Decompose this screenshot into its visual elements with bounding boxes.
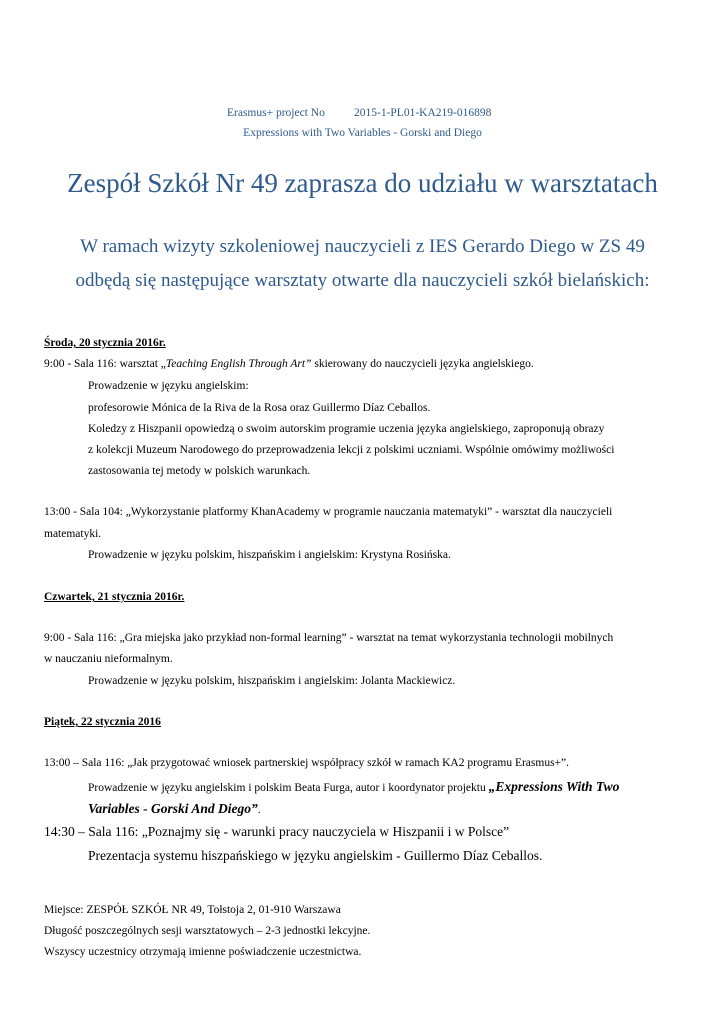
subtitle-line-1: W ramach wizyty szkoleniowej nauczycieli z IES Gerardo Diego w ZS 49 — [80, 236, 645, 257]
session-2-line-1: 13:00 - Sala 104: „Wykorzystanie platformy KhanAcademy w programie nauczania matematyki” - warsztat dla nauczycieli — [44, 506, 613, 518]
session-2-line-2: matematyki. — [44, 528, 102, 540]
session-4-line-1: 13:00 – Sala 116: „Jak przygotować wniosek partnerskiej współpracy szkół w ramach KA2 programu Erasmus+”. — [44, 757, 570, 769]
project-name-part-2: Variables - Gorski And Diego” — [88, 801, 258, 816]
session-3-lead: Prowadzenie w języku polskim, hiszpańskim i angielskim: Jolanta Mackiewicz. — [88, 675, 456, 687]
project-title: Expressions with Two Variables - Gorski and Diego — [243, 127, 482, 139]
session-1-suffix: skierowany do nauczycieli języka angielskiego. — [311, 358, 534, 370]
session-1-desc-1: Koledzy z Hiszpanii opowiedzą o swoim autorskim programie uczenia języka angielskiego, zaproponują obrazy — [88, 423, 605, 435]
session-4-line-3 — [88, 801, 261, 817]
session-1-title: Teaching English Through Art” — [165, 358, 312, 370]
session-4-period: . — [257, 804, 261, 816]
footer-location: Miejsce: ZESPÓŁ SZKÓŁ NR 49, Tołstoja 2, 01-910 Warszawa — [44, 904, 341, 916]
session-1-line — [44, 358, 534, 370]
session-3-line-1: 9:00 - Sala 116: „Gra miejska jako przykład non-formal learning” - warsztat na temat wykorzystania technologii mobilnych — [44, 632, 614, 644]
session-1-desc-3: zastosowania tej metody w polskich warunkach. — [88, 465, 311, 477]
session-1-presenters: profesorowie Mónica de la Riva de la Rosa oraz Guillermo Díaz Ceballos. — [88, 402, 431, 414]
project-label: Erasmus+ project No — [227, 107, 325, 119]
project-name-part-1: „Expressions With Two — [488, 779, 620, 794]
session-2-lead: Prowadzenie w języku polskim, hiszpańskim i angielskim: Krystyna Rosińska. — [88, 549, 451, 561]
session-5-line-2: Prezentacja systemu hiszpańskiego w języku angielskim - Guillermo Díaz Ceballos. — [88, 848, 543, 863]
session-5-line-1: 14:30 – Sala 116: „Poznajmy się - warunki pracy nauczyciela w Hiszpanii i w Polsce” — [44, 824, 510, 839]
session-1-prefix: 9:00 - Sala 116: warsztat „ — [44, 358, 166, 370]
session-4-line-2 — [88, 779, 619, 795]
project-number: 2015-1-PL01-KA219-016898 — [354, 107, 492, 119]
session-4-lead: Prowadzenie w języku angielskim i polskim Beata Furga, autor i koordynator projektu — [88, 782, 489, 794]
day-heading-wednesday: Środa, 20 stycznia 2016r. — [44, 337, 166, 349]
session-1-desc-2: z kolekcji Muzeum Narodowego do przeprowadzenia lekcji z polskimi uczniami. Wspólnie omówimy możliwości — [88, 444, 615, 456]
subtitle-line-2: odbędą się następujące warsztaty otwarte dla nauczycieli szkół bielańskich: — [75, 270, 650, 291]
page-title: Zespół Szkół Nr 49 zaprasza do udziału w warsztatach — [67, 168, 658, 198]
day-heading-friday: Piątek, 22 stycznia 2016 — [44, 716, 161, 728]
day-heading-thursday: Czwartek, 21 stycznia 2016r. — [44, 591, 185, 603]
session-1-lead: Prowadzenie w języku angielskim: — [88, 380, 249, 392]
session-3-line-2: w nauczaniu nieformalnym. — [44, 653, 173, 665]
footer-certificate: Wszyscy uczestnicy otrzymają imienne poświadczenie uczestnictwa. — [44, 946, 362, 958]
footer-duration: Długość poszczególnych sesji warsztatowych – 2-3 jednostki lekcyjne. — [44, 925, 371, 937]
